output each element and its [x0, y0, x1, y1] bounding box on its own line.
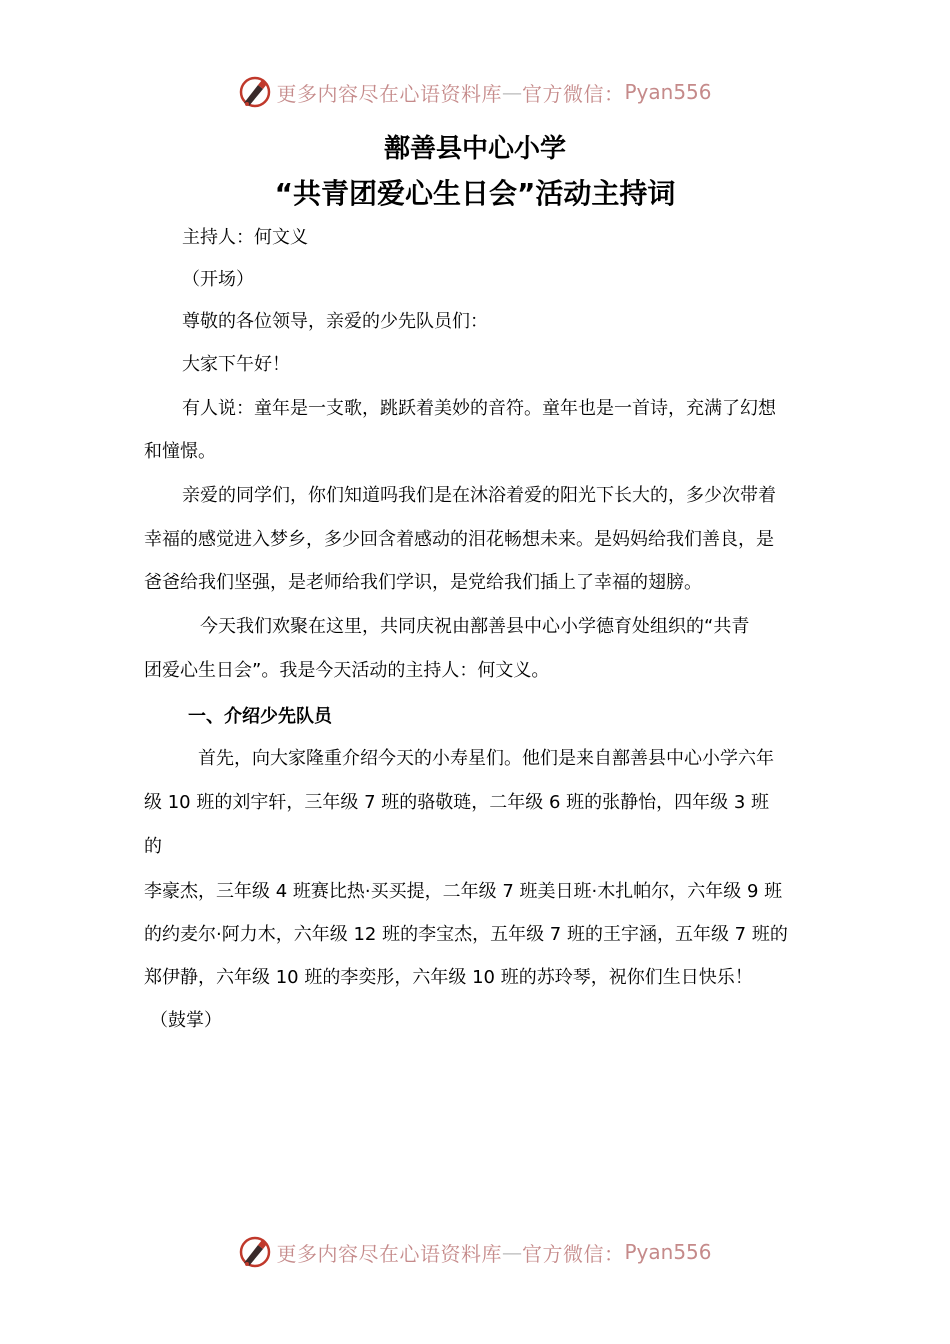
para4-line: 级 10 班的刘宇轩，三年级 7 班的骆敬琏，二年级 6 班的张静怡，四年级 3 班: [144, 792, 770, 813]
banner-handle: Pyan556: [624, 1240, 712, 1264]
banner-text: 更多内容尽在心语资料库: [276, 1241, 502, 1266]
good-afternoon-line: 大家下午好！: [182, 354, 290, 375]
para4-line: 的约麦尔·阿力木，六年级 12 班的李宝杰，五年级 7 班的王宇涵，五年级 7 班的: [144, 924, 788, 945]
banner-text: 更多内容尽在心语资料库: [276, 81, 502, 106]
document-title-school: 鄯善县中心小学: [383, 134, 566, 164]
banner-separator: —: [501, 80, 522, 104]
banner-separator: —: [501, 1240, 522, 1264]
para4-line: 首先，向大家隆重介绍今天的小寿星们。他们是来自鄯善县中心小学六年: [198, 748, 774, 769]
para2-line: 幸福的感觉进入梦乡，多少回含着感动的泪花畅想未来。是妈妈给我们善良，是: [144, 529, 774, 550]
greeting-line: 尊敬的各位领导，亲爱的少先队员们：: [182, 311, 488, 332]
para2-line: 爸爸给我们坚强，是老师给我们学识，是党给我们插上了幸福的翅膀。: [144, 572, 702, 593]
para4-line: 的: [144, 836, 162, 857]
host-line: 主持人：何文义: [182, 227, 308, 248]
section-heading: 一、介绍少先队员: [188, 706, 332, 727]
opening-cue: （开场）: [182, 269, 254, 290]
banner-wechat-label: 官方微信：: [521, 81, 625, 106]
footer-ad-banner: [0, 1232, 950, 1272]
document-title-event: “共青团爱心生日会”活动主持词: [274, 177, 676, 210]
applause-cue: （鼓掌）: [150, 1010, 222, 1031]
para2-line: 亲爱的同学们，你们知道吗我们是在沐浴着爱的阳光下长大的，多少次带着: [182, 485, 776, 506]
pen-logo-icon: [238, 1235, 272, 1269]
para4-line: 郑伊静，六年级 10 班的李奕彤，六年级 10 班的苏玲琴，祝你们生日快乐！: [144, 967, 753, 988]
banner-wechat-label: 官方微信：: [521, 1241, 625, 1266]
para1-line: 和憧憬。: [144, 441, 216, 462]
pen-logo-icon: [238, 75, 272, 109]
para3-line: 团爱心生日会”。我是今天活动的主持人：何文义。: [144, 660, 550, 681]
banner-handle: Pyan556: [624, 80, 712, 104]
header-ad-banner: [0, 72, 950, 112]
para3-line: 今天我们欢聚在这里，共同庆祝由鄯善县中心小学德育处组织的“共青: [200, 616, 750, 637]
para4-line: 李豪杰，三年级 4 班赛比热·买买提，二年级 7 班美日班·木扎帕尔，六年级 9 班: [144, 881, 783, 902]
para1-line: 有人说：童年是一支歌，跳跃着美妙的音符。童年也是一首诗，充满了幻想: [182, 398, 776, 419]
